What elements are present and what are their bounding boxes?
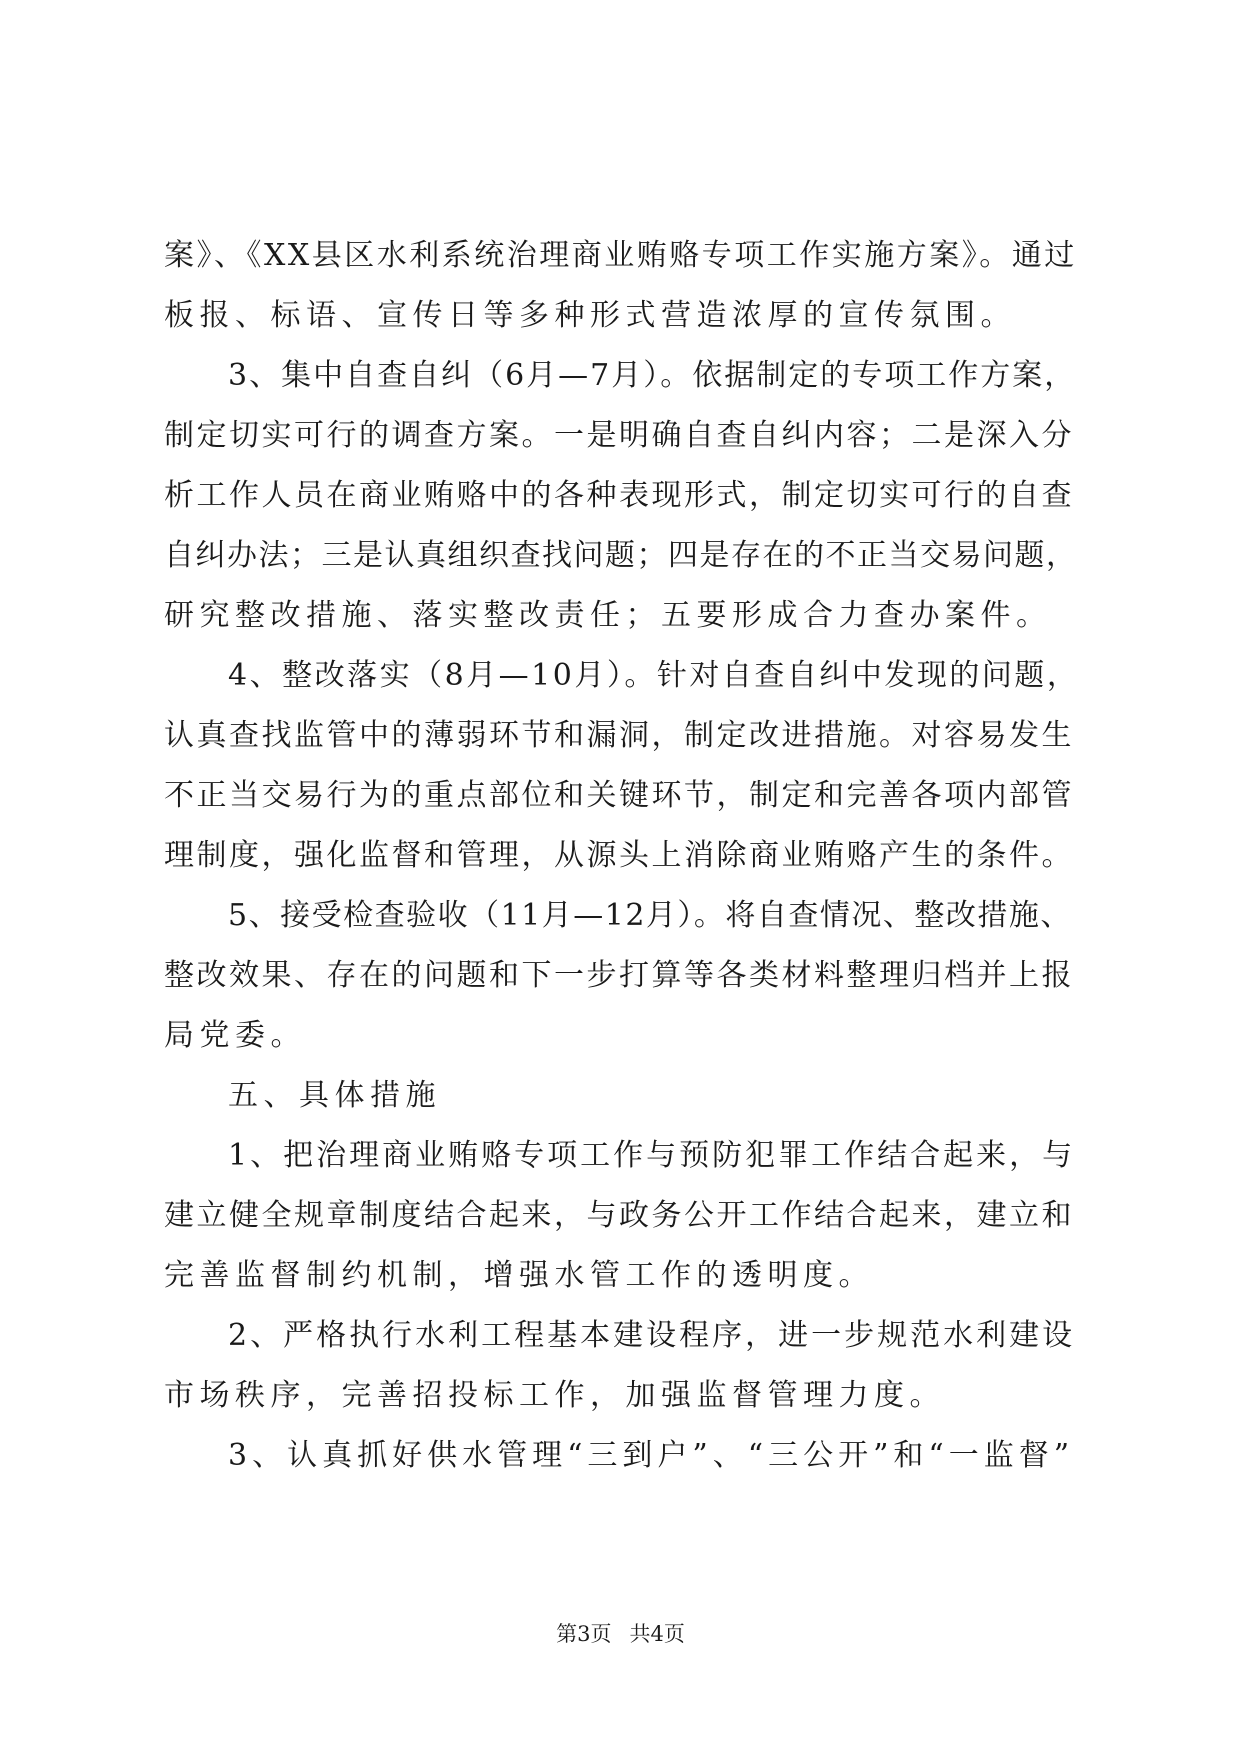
text-line: 板报、标语、宣传日等多种形式营造浓厚的宣传氛围。 [164,298,1016,333]
text-line: 五、具体措施 [228,1078,441,1113]
text-line: 3、集中自查自纠（6月—7月）。依据制定的专项工作方案， [228,358,1077,393]
text-line: 4、整改落实（8月—10月）。针对自查自纠中发现的问题， [228,658,1080,693]
text-line: 局党委。 [164,1018,306,1053]
page-footer [0,1620,1241,1648]
text-line: 研究整改措施、落实整改责任；五要形成合力查办案件。 [164,598,1052,633]
text-line: 3、认真抓好供水管理“三到户”、“三公开”和“一监督” [228,1438,1075,1473]
text-line: 制定切实可行的调查方案。一是明确自查自纠内容；二是深入分 [164,418,1074,453]
page-number: 第3页 [556,1622,612,1646]
text-line: 建立健全规章制度结合起来，与政务公开工作结合起来，建立和 [164,1198,1074,1233]
text-line: 1、把治理商业贿赂专项工作与预防犯罪工作结合起来，与 [228,1138,1076,1173]
text-line: 5、接受检查验收（11月—12月）。将自查情况、整改措施、 [228,898,1072,933]
text-line: 2、严格执行水利工程基本建设程序，进一步规范水利建设 [228,1318,1076,1353]
text-line: 认真查找监管中的薄弱环节和漏洞，制定改进措施。对容易发生 [164,718,1074,753]
text-line: 市场秩序，完善招投标工作，加强监督管理力度。 [164,1378,945,1413]
text-line: 析工作人员在商业贿赂中的各种表现形式，制定切实可行的自查 [164,478,1074,513]
text-line: 整改效果、存在的问题和下一步打算等各类材料整理归档并上报 [164,958,1074,993]
text-line: 不正当交易行为的重点部位和关键环节，制定和完善各项内部管 [164,778,1074,813]
page-total: 共4页 [629,1622,685,1646]
text-line: 完善监督制约机制，增强水管工作的透明度。 [164,1258,874,1293]
text-line: 案》、《XX县区水利系统治理商业贿赂专项工作实施方案》。通过 [164,238,1077,273]
text-line: 自纠办法；三是认真组织查找问题；四是存在的不正当交易问题， [164,538,1078,573]
text-line: 理制度，强化监督和管理，从源头上消除商业贿赂产生的条件。 [164,838,1074,873]
document-body [164,226,1084,1486]
